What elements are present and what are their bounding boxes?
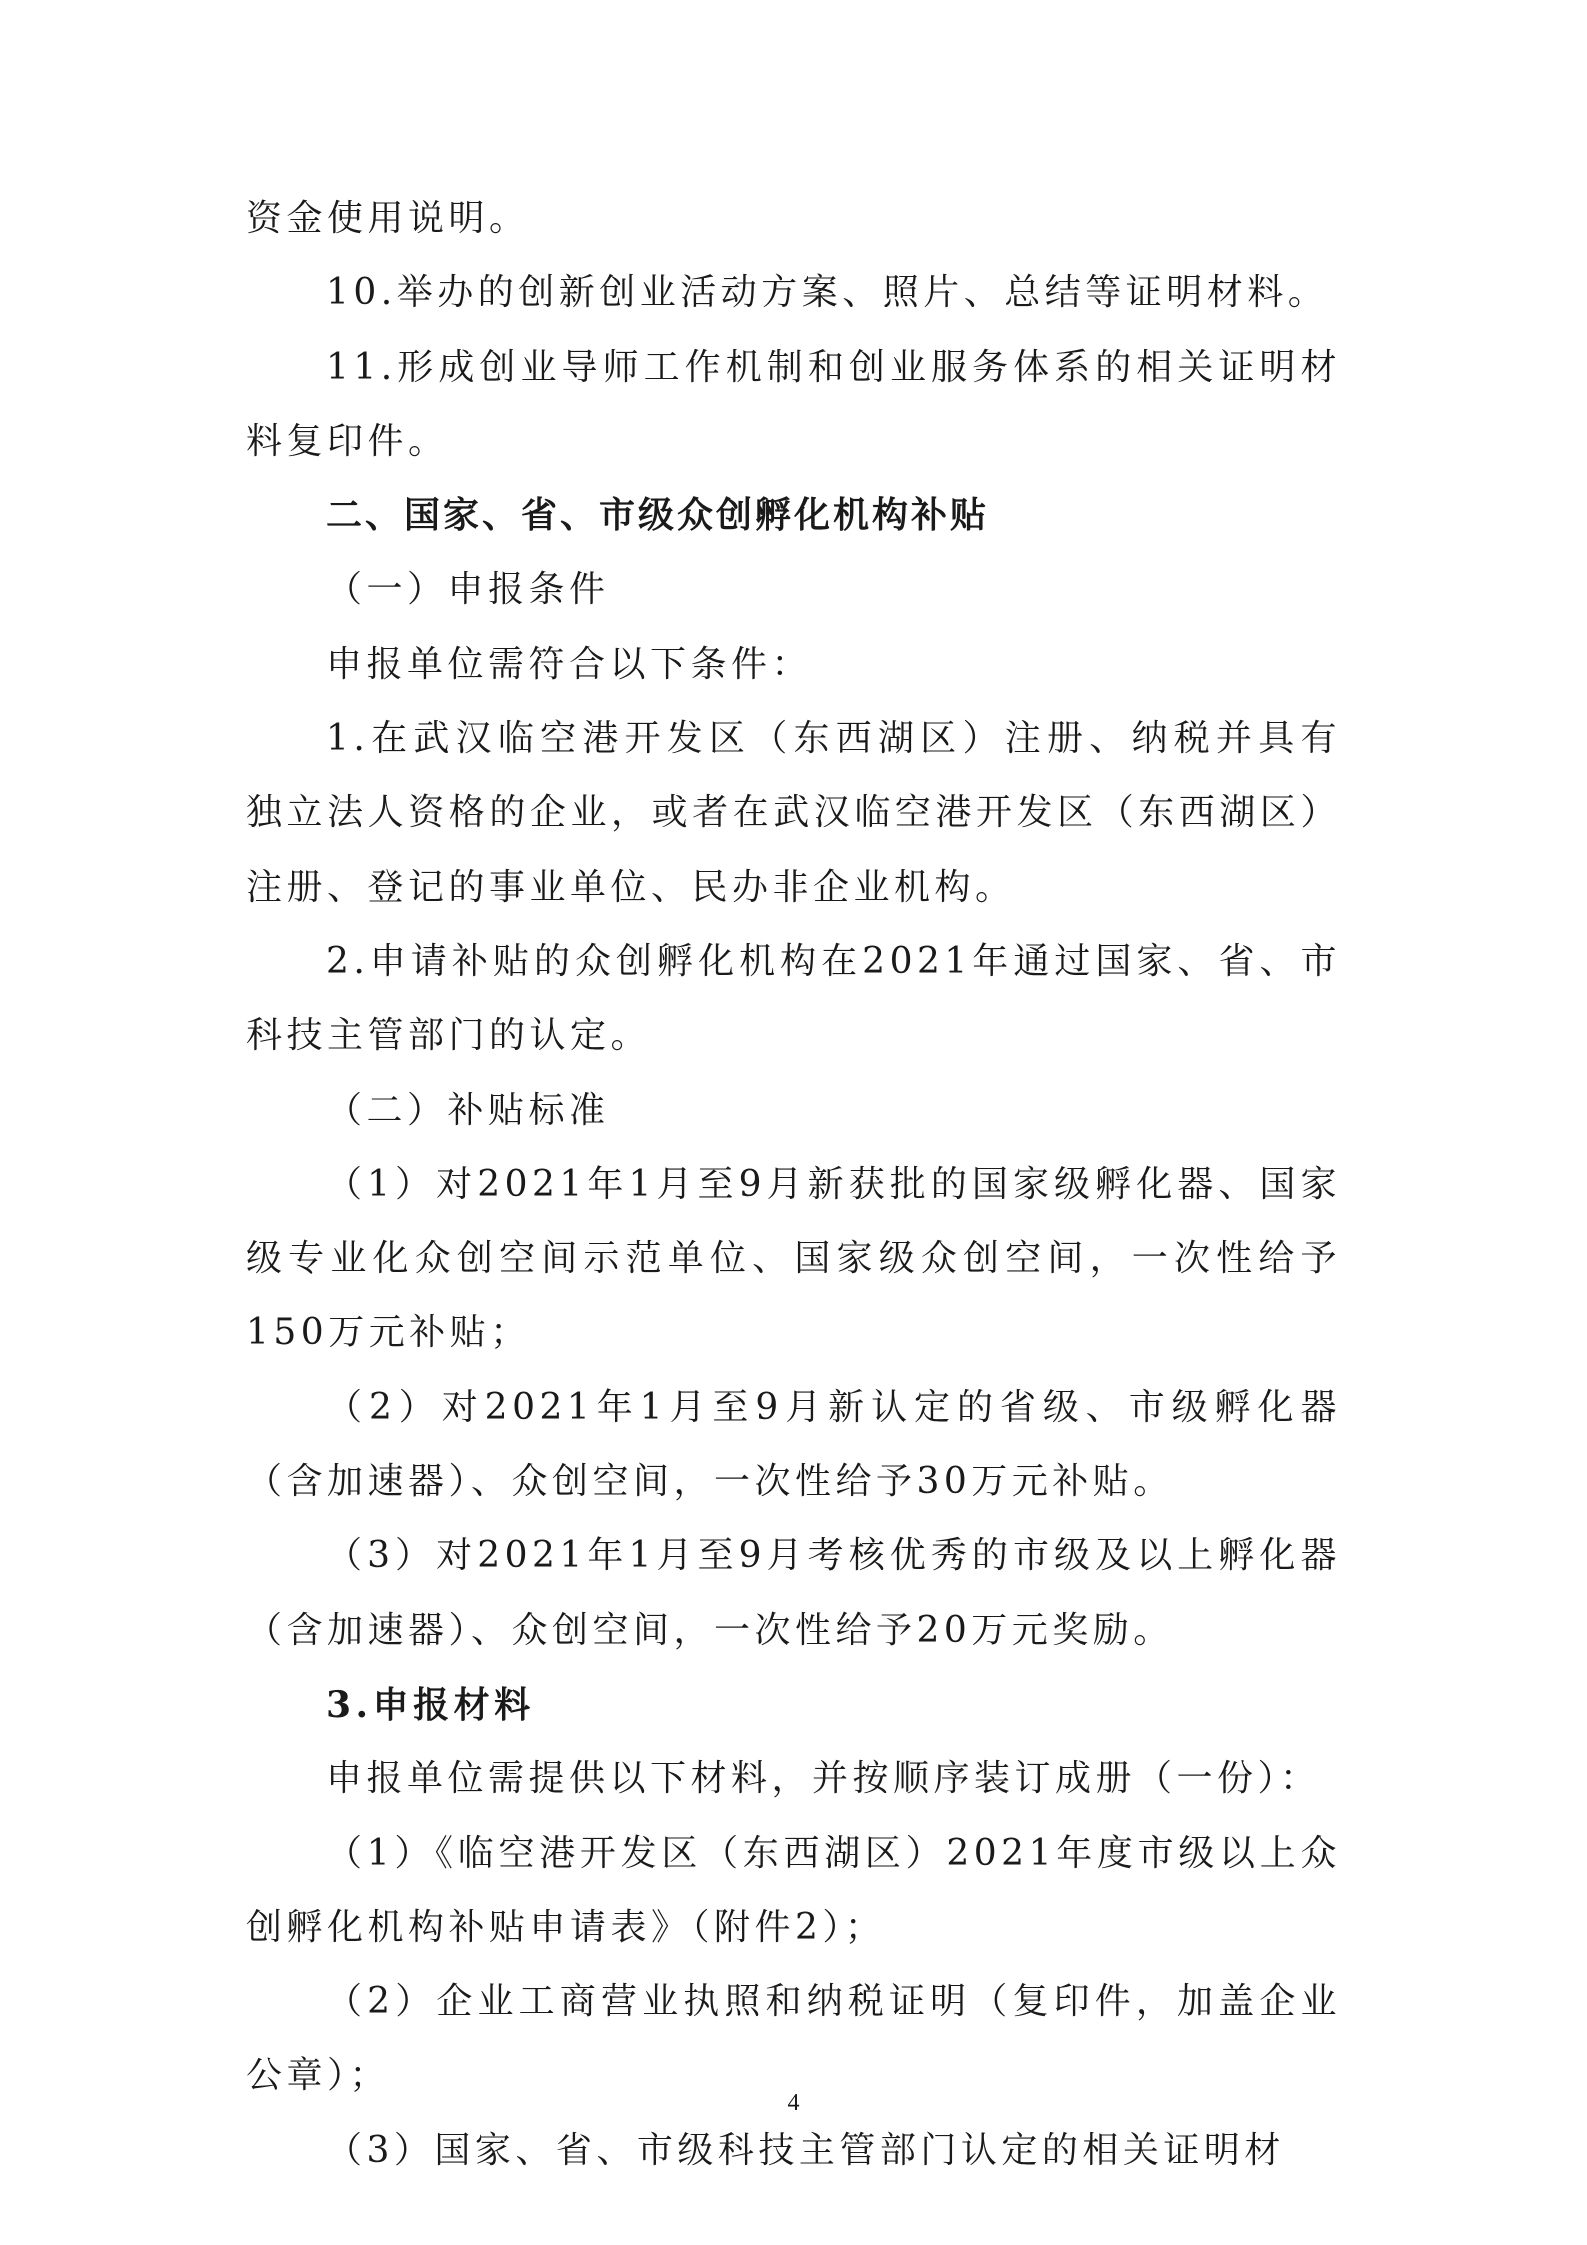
material-item-3: （3）国家、省、市级科技主管部门认定的相关证明材 xyxy=(326,2129,1285,2171)
subsection-heading-conditions: （一）申报条件 xyxy=(326,569,610,611)
standard-item-2: （2）对2021年1月至9月新认定的省级、市级孵化器（含加速器）、众创空间，一次性给予30万元补贴。 xyxy=(246,1386,1341,1503)
standard-item-3: （3）对2021年1月至9月考核优秀的市级及以上孵化器（含加速器）、众创空间，一次性给予20万元奖励。 xyxy=(246,1535,1341,1651)
material-item-2: （2）企业工商营业执照和纳税证明（复印件，加盖企业公章）； xyxy=(246,1981,1341,2097)
paragraph-conditions-intro: 申报单位需符合以下条件： xyxy=(326,643,813,685)
subsection-heading-standards: （二）补贴标准 xyxy=(326,1089,610,1131)
section-heading-2: 二、国家、省、市级众创孵化机构补贴 xyxy=(326,495,990,537)
condition-item-2: 2.申请补贴的众创孵化机构在2021年通过国家、省、市科技主管部门的认定。 xyxy=(246,940,1341,1057)
subsection-heading-materials: 3.申报材料 xyxy=(326,1683,535,1726)
condition-item-1: 1.在武汉临空港开发区（东西湖区）注册、纳税并具有独立法人资格的企业，或者在武汉临空港开发区（东西湖区）注册、登记的事业单位、民办非企业机构。 xyxy=(246,718,1341,908)
document-body xyxy=(246,182,1341,2188)
page-number: 4 xyxy=(787,2090,800,2116)
list-item-11: 11.形成创业导师工作机制和创业服务体系的相关证明材料复印件。 xyxy=(246,346,1341,462)
list-item-10: 10.举办的创新创业活动方案、照片、总结等证明材料。 xyxy=(326,272,1329,314)
material-item-1: （1）《临空港开发区（东西湖区）2021年度市级以上众创孵化机构补贴申请表》（附件2）； xyxy=(246,1832,1341,1948)
paragraph-materials-intro: 申报单位需提供以下材料，并按顺序装订成册（一份）： xyxy=(326,1758,1321,1800)
standard-item-1: （1）对2021年1月至9月新获批的国家级孵化器、国家级专业化众创空间示范单位、国家级众创空间，一次性给予150万元补贴； xyxy=(246,1163,1341,1354)
paragraph-fund-usage: 资金使用说明。 xyxy=(246,198,530,239)
